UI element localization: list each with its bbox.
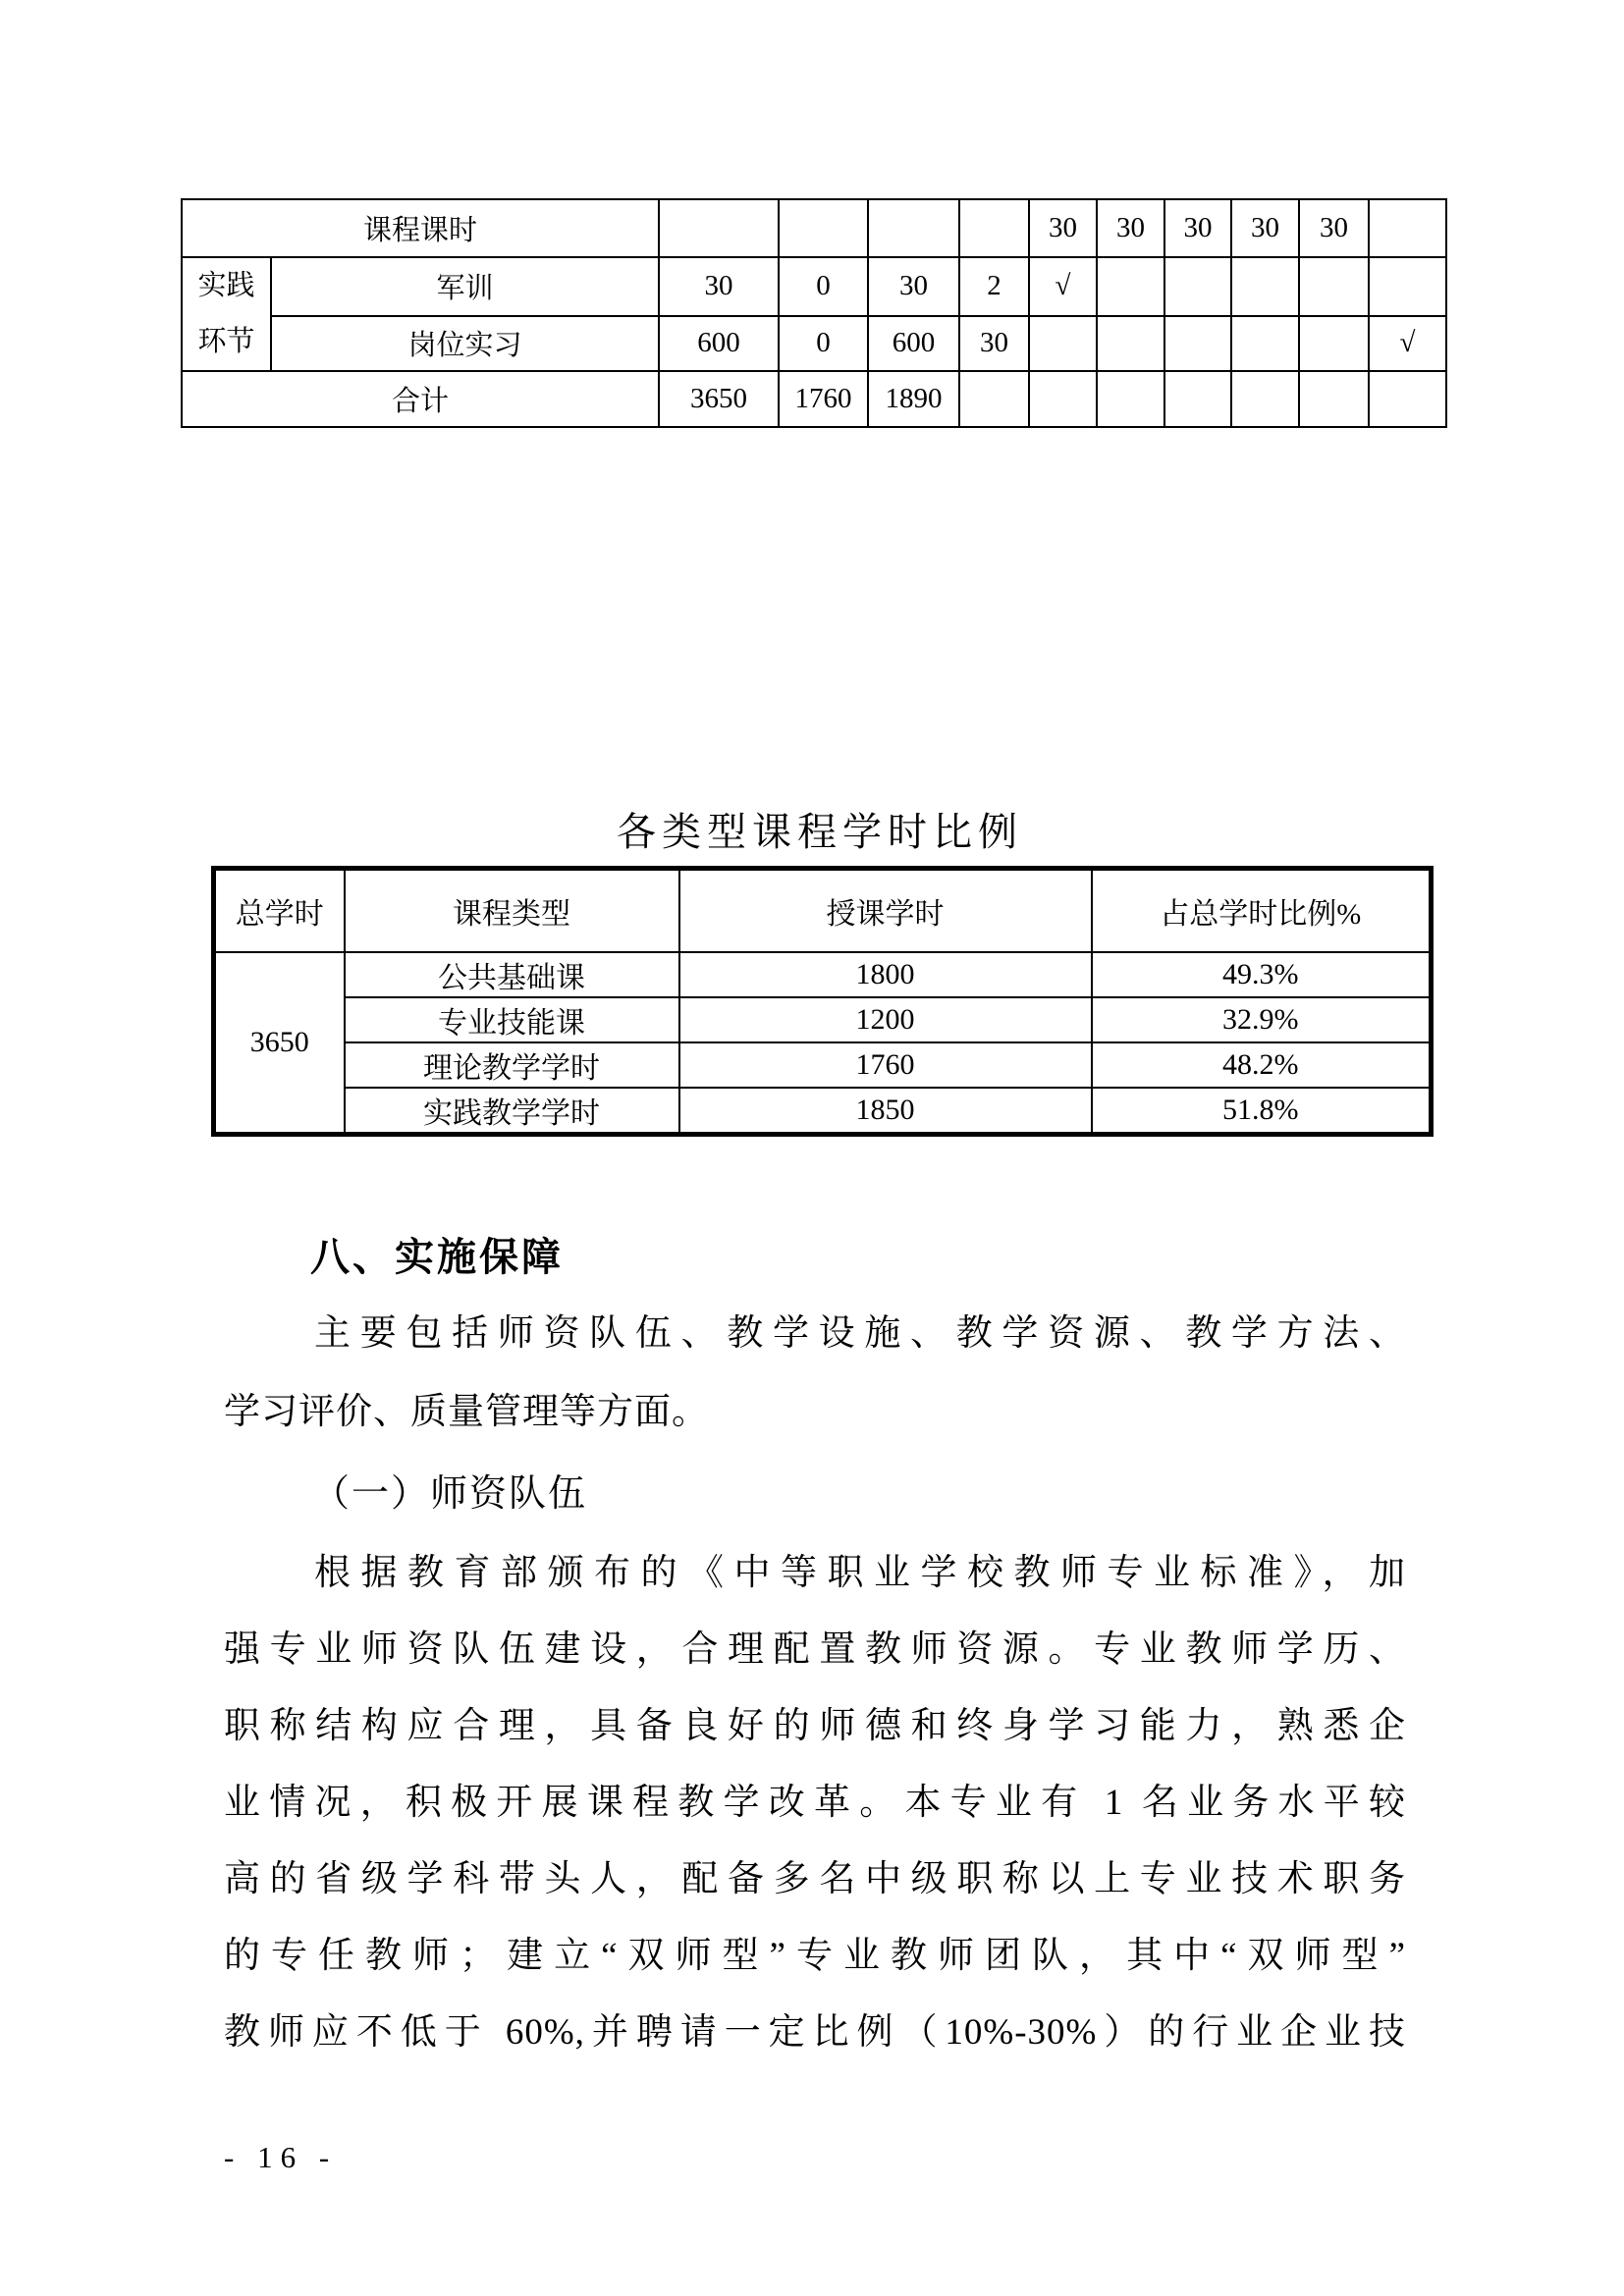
page-number: - 16 - — [224, 2140, 338, 2174]
hours-cell: 1800 — [679, 952, 1092, 997]
practice-hours-cell: 30 — [868, 257, 959, 316]
total-hours-cell: 3650 — [659, 371, 779, 427]
empty-cell — [1231, 257, 1299, 316]
empty-cell — [1097, 371, 1164, 427]
paragraph-line: 业情况，积极开展课程教学改革。本专业有 1 名业务水平较 — [224, 1783, 1406, 1823]
category-line1: 实践 — [197, 270, 255, 301]
semester-hours-cell: 30 — [1164, 199, 1231, 257]
ratio-row — [214, 997, 1432, 1042]
ratio-header-row — [214, 869, 1432, 952]
total-hours-value: 3650 — [214, 952, 345, 1135]
semester-hours-cell: 30 — [1299, 199, 1369, 257]
course-name-cell: 军训 — [271, 257, 659, 316]
paragraph-line: 高的省级学科带头人，配备多名中级职称以上专业技术职务 — [224, 1859, 1406, 1899]
table-row-post-internship — [182, 316, 1446, 372]
practice-hours-cell: 600 — [868, 316, 959, 372]
empty-cell — [959, 199, 1029, 257]
theory-hours-cell: 1760 — [779, 371, 868, 427]
credits-cell: 2 — [959, 257, 1029, 316]
section-heading: 八、实施保障 — [310, 1236, 564, 1279]
practice-hours-table — [181, 198, 1447, 428]
header-course-type: 课程类型 — [345, 869, 679, 952]
header-teaching-hours: 授课学时 — [679, 869, 1092, 952]
credits-cell: 30 — [959, 316, 1029, 372]
checkmark: √ — [1369, 316, 1446, 372]
table-row-military-training — [182, 257, 1446, 316]
ratio-cell: 48.2% — [1092, 1042, 1432, 1088]
empty-cell — [1029, 316, 1097, 372]
paragraph-line: 学习评价、质量管理等方面。 — [224, 1392, 709, 1432]
semester-hours-cell: 30 — [1097, 199, 1164, 257]
hours-cell: 1850 — [679, 1088, 1092, 1135]
empty-cell — [959, 371, 1029, 427]
course-type-cell: 理论教学学时 — [345, 1042, 679, 1088]
empty-cell — [1097, 316, 1164, 372]
practice-category-cell — [182, 257, 271, 371]
empty-cell — [868, 199, 959, 257]
paragraph-line: 根据教育部颁布的《中等职业学校教师专业标准》，加 — [314, 1553, 1406, 1593]
empty-cell — [659, 199, 779, 257]
empty-cell — [1164, 257, 1231, 316]
hours-ratio-table — [211, 866, 1434, 1137]
course-type-cell: 专业技能课 — [345, 997, 679, 1042]
paragraph-line: 的专任教师；建立“双师型”专业教师团队，其中“双师型” — [224, 1936, 1406, 1976]
paragraph-line: 职称结构应合理，具备良好的师德和终身学习能力，熟悉企 — [224, 1706, 1406, 1746]
theory-hours-cell: 0 — [779, 316, 868, 372]
total-hours-cell: 30 — [659, 257, 779, 316]
subsection-heading: （一）师资队伍 — [312, 1473, 588, 1515]
empty-cell — [1369, 199, 1446, 257]
paragraph-line: 教师应不低于 60%,并聘请一定比例（10%-30%）的行业企业技 — [224, 2012, 1406, 2053]
hours-cell: 1760 — [679, 1042, 1092, 1088]
course-type-cell: 实践教学学时 — [345, 1088, 679, 1135]
ratio-cell: 32.9% — [1092, 997, 1432, 1042]
course-type-cell: 公共基础课 — [345, 952, 679, 997]
hours-cell: 1200 — [679, 997, 1092, 1042]
category-line2: 环节 — [197, 326, 255, 357]
empty-cell — [1369, 257, 1446, 316]
course-name-cell: 岗位实习 — [271, 316, 659, 372]
total-label: 合计 — [182, 371, 659, 427]
practice-hours-cell: 1890 — [868, 371, 959, 427]
ratio-row — [214, 952, 1432, 997]
empty-cell — [1299, 257, 1369, 316]
ratio-table-title: 各类型课程学时比例 — [617, 810, 1023, 854]
ratio-cell: 51.8% — [1092, 1088, 1432, 1135]
total-hours-cell: 600 — [659, 316, 779, 372]
paragraph-line: 主要包括师资队伍、教学设施、教学资源、教学方法、 — [314, 1313, 1406, 1354]
course-hours-label: 课程课时 — [182, 199, 659, 257]
empty-cell — [1164, 371, 1231, 427]
empty-cell — [1164, 316, 1231, 372]
ratio-row — [214, 1088, 1432, 1135]
empty-cell — [1029, 371, 1097, 427]
empty-cell — [779, 199, 868, 257]
theory-hours-cell: 0 — [779, 257, 868, 316]
empty-cell — [1231, 316, 1299, 372]
header-total-hours: 总学时 — [214, 869, 345, 952]
table-row-total — [182, 371, 1446, 427]
ratio-row — [214, 1042, 1432, 1088]
empty-cell — [1097, 257, 1164, 316]
empty-cell — [1299, 316, 1369, 372]
semester-hours-cell: 30 — [1029, 199, 1097, 257]
ratio-cell: 49.3% — [1092, 952, 1432, 997]
empty-cell — [1369, 371, 1446, 427]
semester-hours-cell: 30 — [1231, 199, 1299, 257]
header-ratio: 占总学时比例% — [1092, 869, 1432, 952]
checkmark: √ — [1029, 257, 1097, 316]
table-row-course-hours — [182, 199, 1446, 257]
paragraph-line: 强专业师资队伍建设，合理配置教师资源。专业教师学历、 — [224, 1629, 1406, 1670]
empty-cell — [1299, 371, 1369, 427]
empty-cell — [1231, 371, 1299, 427]
